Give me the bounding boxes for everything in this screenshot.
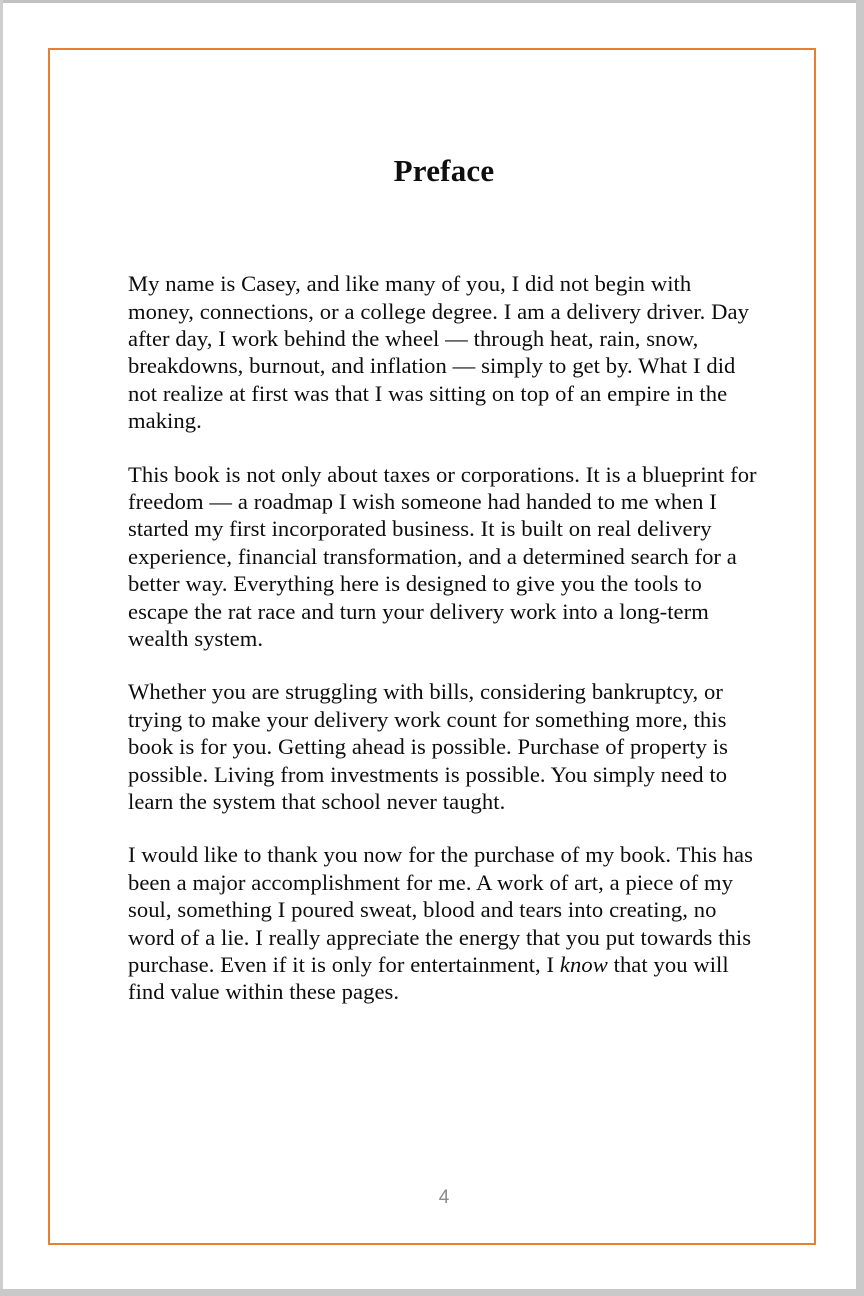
decorative-page-border [48,48,816,1245]
paragraph-4 [128,841,760,1005]
paragraph-4-emphasis: know [559,952,608,978]
page-number: 4 [438,1187,450,1208]
sheet-edge-left [0,0,3,1296]
page-content [128,50,760,1243]
page-title: Preface [393,153,495,188]
sheet-edge-top [0,0,864,3]
sheet-edge-right [856,0,864,1296]
paragraph-4-tail: that you will find value within these pages. [128,952,729,1005]
paragraph-4-lead: I would like to thank you now for the purchase of my book. This has been a major accomplishment for me. A work of art, a piece of my soul, something I poured sweat, blood and tears into creating, no word of a lie. I really appreciate the energy that you put towards this purchase. Even if it is only for entertainment, I [128,842,753,978]
body-copy [128,270,760,1006]
paragraph-3: Whether you are struggling with bills, considering bankruptcy, or trying to make your delivery work count for something more, this book is for you. Getting ahead is possible. Purchase of property is possible. Living from investments is possible. You simply need to learn the system that school never taught. [128,679,728,814]
sheet-edge-bottom [0,1289,864,1296]
paragraph-1: My name is Casey, and like many of you, I did not begin with money, connections, or a college degree. I am a delivery driver. Day after day, I work behind the wheel — through heat, rain, snow, breakdowns, burnout, and inflation — simply to get by. What I did not realize at first was that I was sitting on top of an empire in the making. [128,271,749,434]
paragraph-2: This book is not only about taxes or corporations. It is a blueprint for freedom — a roadmap I wish someone had handed to me when I started my first incorporated business. It is built on real delivery experience, financial transformation, and a determined search for a better way. Everything here is designed to give you the tools to escape the rat race and turn your delivery work into a long-term wealth system. [128,461,757,651]
